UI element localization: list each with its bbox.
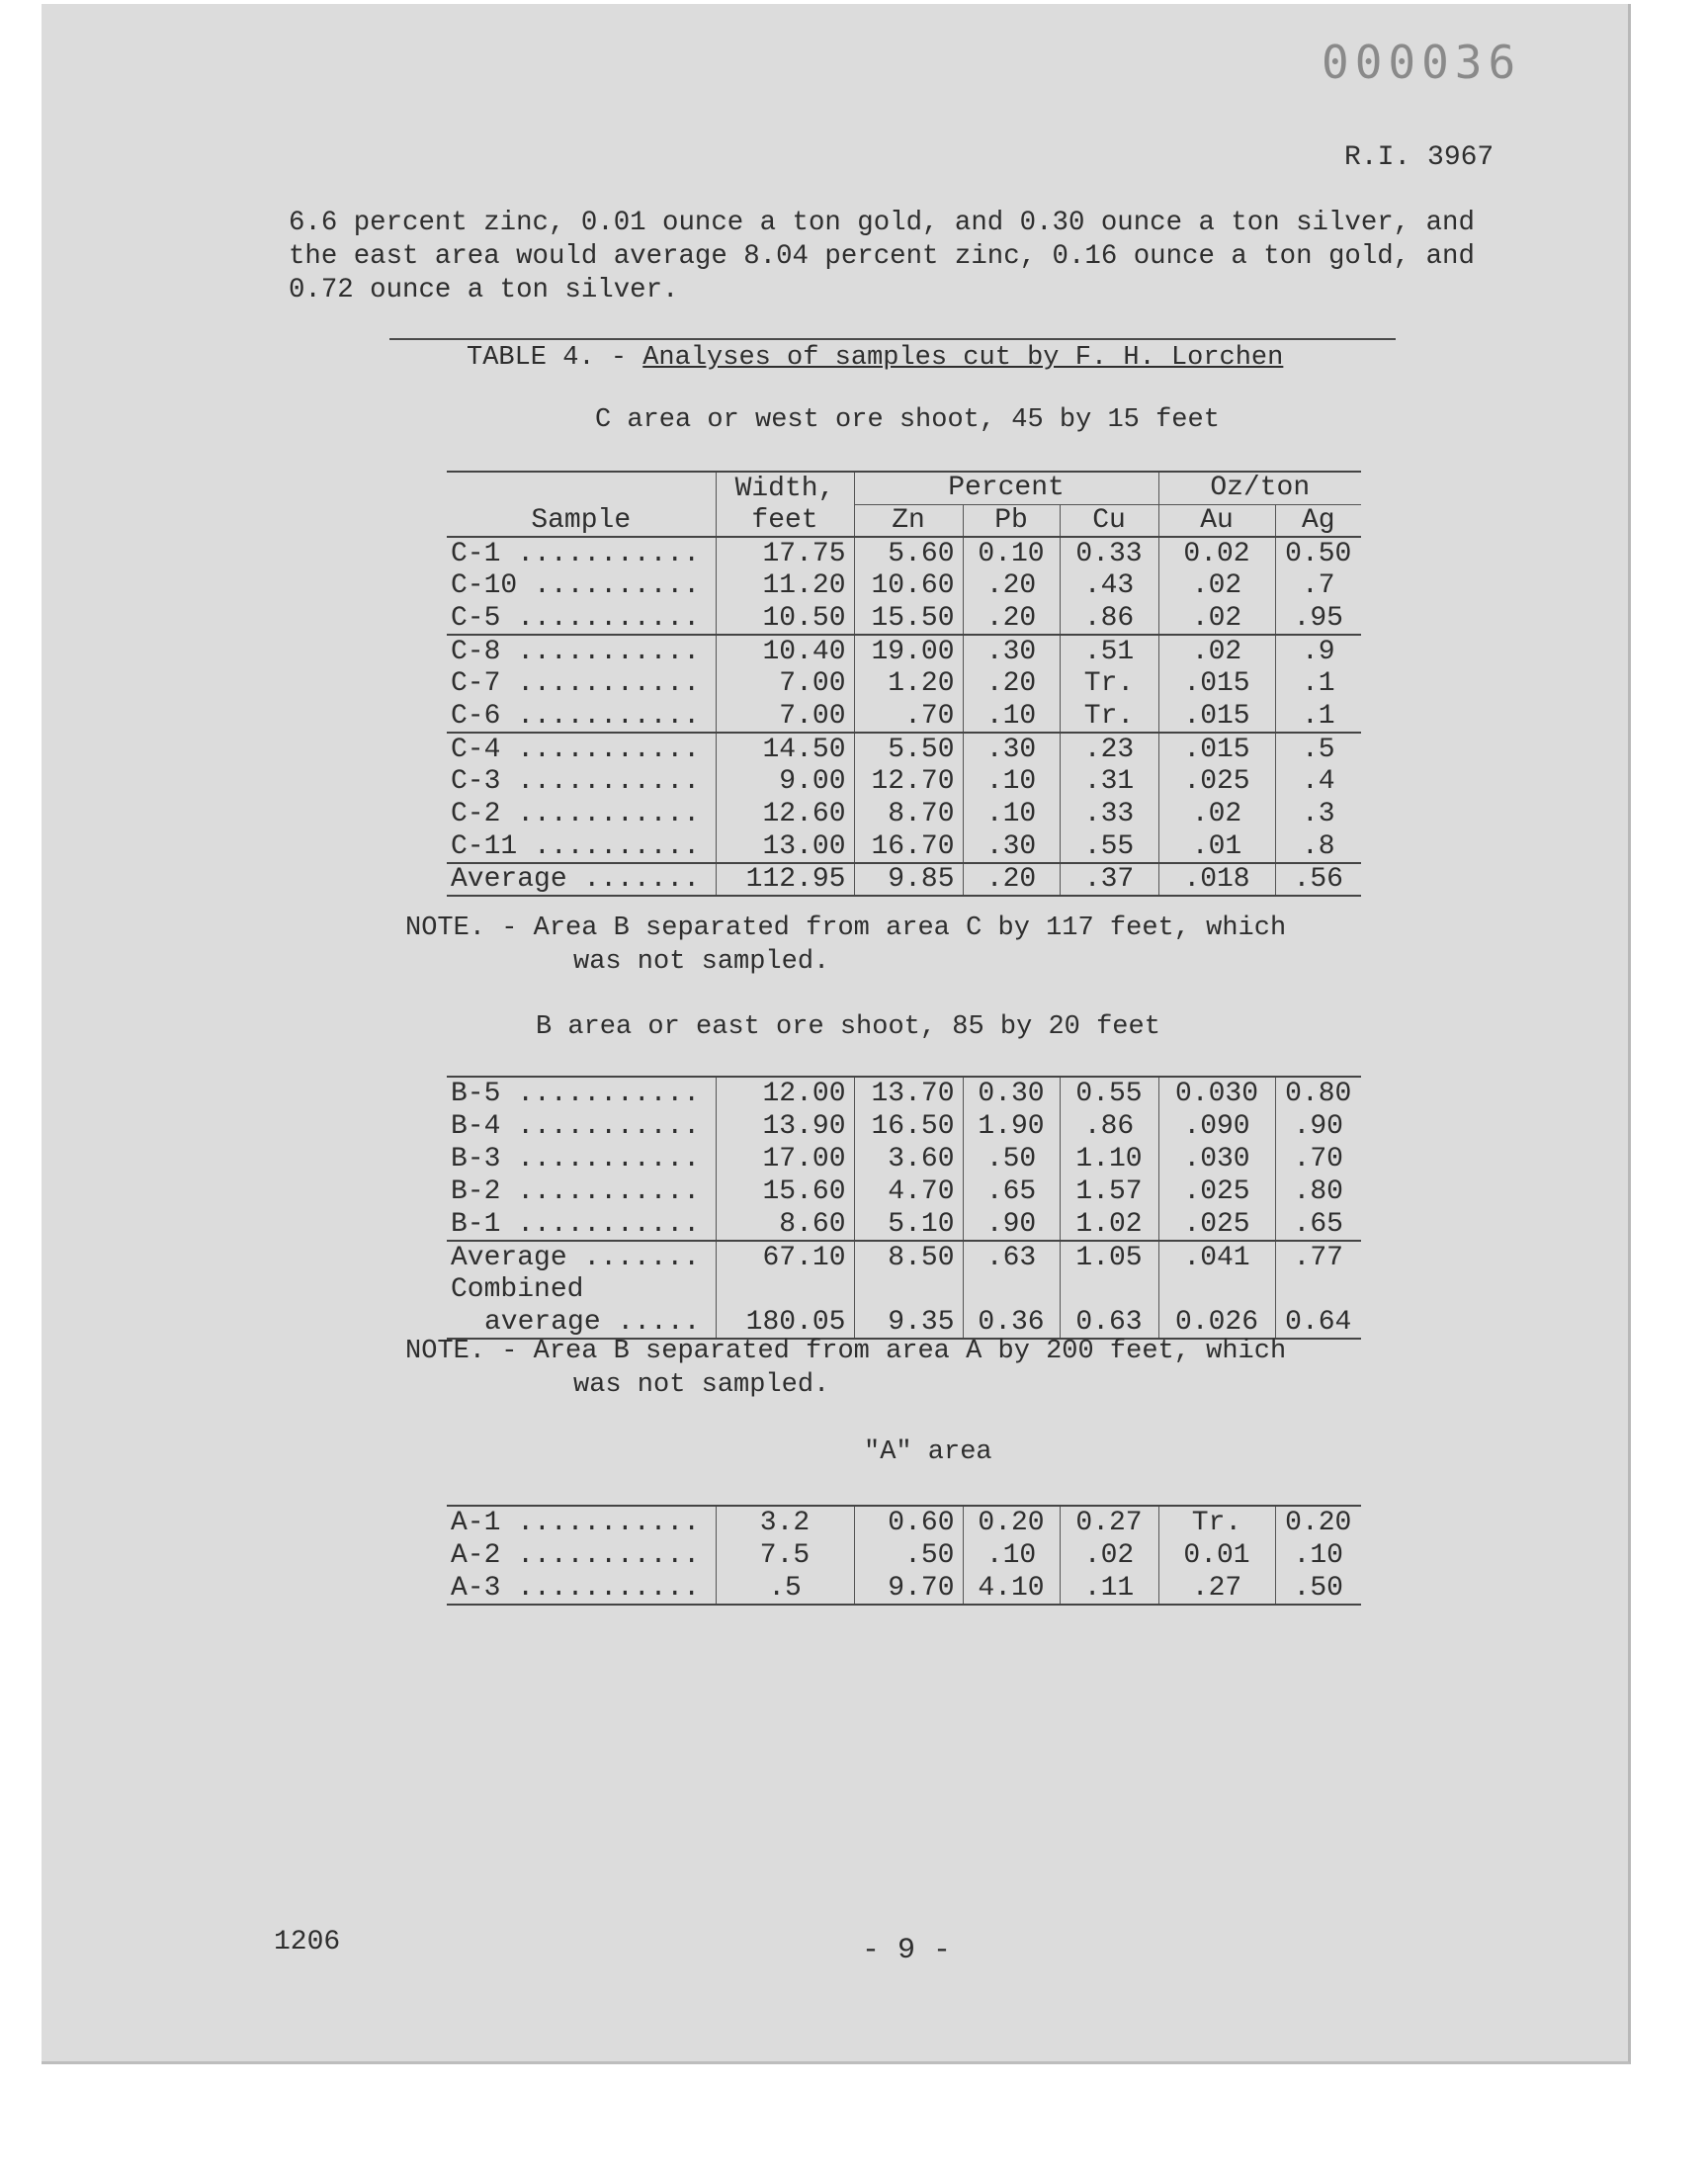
width-cell: 7.00 (716, 667, 854, 700)
sample-cell: B-4 ........... (451, 1111, 701, 1142)
intro-line: 6.6 percent zinc, 0.01 ounce a ton gold, and 0.30 ounce a ton silver, and (289, 208, 1475, 238)
table-row (447, 830, 1361, 863)
table-row (447, 765, 1361, 798)
table-title (467, 343, 1283, 373)
average-row (447, 863, 1361, 896)
header-row-2 (447, 504, 1361, 537)
au-cell: .030 (1158, 1143, 1275, 1175)
width-cell: 10.40 (716, 635, 854, 667)
report-number: R.I. 3967 (1344, 142, 1494, 173)
footer-code: 1206 (274, 1927, 341, 1958)
au-cell: 0.026 (1158, 1306, 1275, 1339)
pb-cell: 4.10 (963, 1572, 1060, 1605)
cu-cell: 0.27 (1060, 1507, 1158, 1539)
pb-cell: .10 (963, 700, 1060, 733)
combined-label-row (447, 1273, 1361, 1306)
ozton-header: Oz/ton (1158, 472, 1361, 504)
au-cell: .025 (1158, 1175, 1275, 1208)
table-row (447, 635, 1361, 667)
au-cell: 0.030 (1158, 1078, 1275, 1110)
section-a-table (447, 1505, 1361, 1606)
zn-cell: 9.35 (854, 1306, 963, 1339)
au-header: Au (1158, 504, 1275, 537)
pb-cell: 0.20 (963, 1507, 1060, 1539)
cu-cell: .02 (1060, 1539, 1158, 1572)
width-cell: 7.5 (716, 1539, 854, 1572)
pb-cell: .90 (963, 1208, 1060, 1241)
width-cell: 14.50 (716, 733, 854, 765)
cu-header: Cu (1060, 504, 1158, 537)
au-cell: .01 (1158, 830, 1275, 863)
pb-cell: .30 (963, 830, 1060, 863)
zn-cell: 0.60 (854, 1507, 963, 1539)
pb-cell: .20 (963, 569, 1060, 602)
ag-header: Ag (1275, 504, 1361, 537)
cu-cell: .23 (1060, 733, 1158, 765)
ag-cell: .9 (1275, 635, 1361, 667)
width-cell: 67.10 (716, 1241, 854, 1273)
section-c-note (405, 912, 1286, 979)
table-row (447, 1572, 1361, 1605)
table-row (447, 733, 1361, 765)
ag-cell: .50 (1275, 1572, 1361, 1605)
width-cell: 15.60 (716, 1175, 854, 1208)
pb-cell: 0.36 (963, 1306, 1060, 1339)
cu-cell: 1.57 (1060, 1175, 1158, 1208)
section-c-title: C area or west ore shoot, 45 by 15 feet (595, 405, 1220, 435)
table-row (447, 1143, 1361, 1175)
sample-cell: A-2 ........... (451, 1540, 701, 1571)
ag-cell: .70 (1275, 1143, 1361, 1175)
width-cell: 12.60 (716, 798, 854, 830)
width-header: Width, (716, 472, 854, 504)
au-cell: .27 (1158, 1572, 1275, 1605)
ag-cell: 0.64 (1275, 1306, 1361, 1339)
section-c-table (447, 471, 1361, 897)
zn-cell: 5.60 (854, 537, 963, 569)
width-cell: 9.00 (716, 765, 854, 798)
table-row (447, 667, 1361, 700)
cu-cell: .11 (1060, 1572, 1158, 1605)
sample-cell: A-1 ........... (451, 1508, 701, 1538)
width-cell: 13.00 (716, 830, 854, 863)
au-cell: .025 (1158, 765, 1275, 798)
ag-cell: .7 (1275, 569, 1361, 602)
sample-cell: average ..... (484, 1306, 701, 1338)
zn-cell: 5.10 (854, 1208, 963, 1241)
zn-cell: 4.70 (854, 1175, 963, 1208)
width-cell: 12.00 (716, 1078, 854, 1110)
table-row (447, 1208, 1361, 1241)
au-cell: .025 (1158, 1208, 1275, 1241)
cu-cell: 1.05 (1060, 1241, 1158, 1273)
ag-cell: .4 (1275, 765, 1361, 798)
cu-cell: .37 (1060, 863, 1158, 896)
pb-cell: .10 (963, 765, 1060, 798)
intro-paragraph (289, 207, 1475, 307)
sample-cell: C-1 ........... (451, 538, 701, 569)
cu-cell: .55 (1060, 830, 1158, 863)
zn-cell: 12.70 (854, 765, 963, 798)
pb-cell: .63 (963, 1241, 1060, 1273)
table-row (447, 537, 1361, 569)
sample-cell: C-11 .......... (451, 830, 701, 862)
ag-cell: .3 (1275, 798, 1361, 830)
ag-cell: .1 (1275, 700, 1361, 733)
width-cell: 13.90 (716, 1110, 854, 1143)
ag-cell: 0.50 (1275, 537, 1361, 569)
ag-cell: .95 (1275, 602, 1361, 635)
note-line: was not sampled. (573, 947, 830, 977)
cu-cell: .86 (1060, 602, 1158, 635)
zn-cell: 8.70 (854, 798, 963, 830)
zn-cell: 19.00 (854, 635, 963, 667)
pb-cell: 1.90 (963, 1110, 1060, 1143)
width-cell: .5 (716, 1572, 854, 1605)
zn-cell: 10.60 (854, 569, 963, 602)
sample-cell: C-3 ........... (451, 766, 701, 797)
pb-cell: .30 (963, 635, 1060, 667)
table-row (447, 1507, 1361, 1539)
au-cell: .02 (1158, 798, 1275, 830)
au-cell: Tr. (1158, 1507, 1275, 1539)
page-number: - 9 - (862, 1934, 952, 1967)
pb-cell: .30 (963, 733, 1060, 765)
pb-cell: .20 (963, 602, 1060, 635)
page-stamp-number: 000036 (1322, 36, 1522, 89)
table-label: TABLE 4. - (467, 343, 628, 373)
cu-cell: 1.02 (1060, 1208, 1158, 1241)
note-line: NOTE. - Area B separated from area C by 117 feet, which (405, 914, 1287, 943)
cu-cell: .43 (1060, 569, 1158, 602)
ag-cell: .1 (1275, 667, 1361, 700)
ag-cell: .65 (1275, 1208, 1361, 1241)
width-cell: 7.00 (716, 700, 854, 733)
au-cell: 0.02 (1158, 537, 1275, 569)
zn-cell: 8.50 (854, 1241, 963, 1273)
zn-cell: 15.50 (854, 602, 963, 635)
sample-cell: B-5 ........... (451, 1079, 701, 1109)
zn-cell: 16.70 (854, 830, 963, 863)
pb-cell: .20 (963, 863, 1060, 896)
sample-cell: A-3 ........... (451, 1572, 701, 1604)
sample-cell: C-4 ........... (451, 734, 701, 765)
section-b-title: B area or east ore shoot, 85 by 20 feet (536, 1012, 1160, 1042)
cu-cell: .33 (1060, 798, 1158, 830)
width-cell: 180.05 (716, 1306, 854, 1339)
au-cell: .02 (1158, 569, 1275, 602)
zn-cell: 13.70 (854, 1078, 963, 1110)
sample-cell: C-5 ........... (451, 602, 701, 634)
zn-cell: 3.60 (854, 1143, 963, 1175)
sample-cell: B-1 ........... (451, 1208, 701, 1240)
ag-cell: .8 (1275, 830, 1361, 863)
table-row (447, 569, 1361, 602)
au-cell: .041 (1158, 1241, 1275, 1273)
table-top-rule (389, 338, 1396, 340)
width-cell: 17.75 (716, 537, 854, 569)
sample-cell: B-2 ........... (451, 1176, 701, 1207)
au-cell: .090 (1158, 1110, 1275, 1143)
cu-cell: Tr. (1060, 700, 1158, 733)
sample-cell: Average ....... (451, 1242, 701, 1273)
section-c-rows (447, 537, 1361, 896)
document-page (42, 4, 1631, 2064)
cu-cell: Tr. (1060, 667, 1158, 700)
zn-cell: .50 (854, 1539, 963, 1572)
sample-cell: Average ....... (451, 864, 701, 895)
intro-line: the east area would average 8.04 percent zinc, 0.16 ounce a ton gold, and (289, 241, 1475, 272)
au-cell: .015 (1158, 700, 1275, 733)
note-line: was not sampled. (573, 1370, 830, 1400)
width-cell: 11.20 (716, 569, 854, 602)
pb-header: Pb (963, 504, 1060, 537)
table-row (447, 700, 1361, 733)
cu-cell: .86 (1060, 1110, 1158, 1143)
zn-cell: 1.20 (854, 667, 963, 700)
pb-cell: .50 (963, 1143, 1060, 1175)
zn-header: Zn (854, 504, 963, 537)
sample-cell: C-8 ........... (451, 636, 701, 667)
au-cell: .015 (1158, 667, 1275, 700)
cu-cell: 0.33 (1060, 537, 1158, 569)
zn-cell: 16.50 (854, 1110, 963, 1143)
zn-cell: 9.70 (854, 1572, 963, 1605)
table-row (447, 602, 1361, 635)
pb-cell: 0.10 (963, 537, 1060, 569)
table-row (447, 1539, 1361, 1572)
pb-cell: .10 (963, 798, 1060, 830)
header-row-1 (447, 472, 1361, 504)
ag-cell: .77 (1275, 1241, 1361, 1273)
ag-cell: 0.80 (1275, 1078, 1361, 1110)
sample-cell: C-7 ........... (451, 668, 701, 699)
width-cell: 10.50 (716, 602, 854, 635)
au-cell: .02 (1158, 635, 1275, 667)
cu-cell: .51 (1060, 635, 1158, 667)
table-row (447, 1110, 1361, 1143)
au-cell: 0.01 (1158, 1539, 1275, 1572)
cu-cell: .31 (1060, 765, 1158, 798)
section-a-title: "A" area (864, 1437, 992, 1467)
au-cell: .015 (1158, 733, 1275, 765)
table-row (447, 1078, 1361, 1110)
ag-cell: .56 (1275, 863, 1361, 896)
section-b-note (405, 1335, 1286, 1402)
pb-cell: .65 (963, 1175, 1060, 1208)
zn-cell: 9.85 (854, 863, 963, 896)
pb-cell: .10 (963, 1539, 1060, 1572)
pb-cell: .20 (963, 667, 1060, 700)
average-row (447, 1241, 1361, 1273)
zn-cell: 5.50 (854, 733, 963, 765)
zn-cell: .70 (854, 700, 963, 733)
cu-cell: 0.55 (1060, 1078, 1158, 1110)
table-caption: Analyses of samples cut by F. H. Lorchen (642, 343, 1284, 373)
intro-line: 0.72 ounce a ton silver. (289, 275, 679, 305)
pb-cell: 0.30 (963, 1078, 1060, 1110)
sample-header: Sample (531, 504, 632, 536)
table-row (447, 1175, 1361, 1208)
ag-cell: .5 (1275, 733, 1361, 765)
ag-cell: 0.20 (1275, 1507, 1361, 1539)
ag-cell: .90 (1275, 1110, 1361, 1143)
percent-header: Percent (854, 472, 1158, 504)
cu-cell: 0.63 (1060, 1306, 1158, 1339)
au-cell: .018 (1158, 863, 1275, 896)
width-cell: 8.60 (716, 1208, 854, 1241)
sample-cell: B-3 ........... (451, 1144, 701, 1174)
sample-cell: C-6 ........... (451, 700, 701, 732)
sample-cell: C-2 ........... (451, 799, 701, 829)
width-unit-header: feet (716, 504, 854, 537)
table-row (447, 798, 1361, 830)
ag-cell: .10 (1275, 1539, 1361, 1572)
note-line: NOTE. - Area B separated from area A by 200 feet, which (405, 1337, 1287, 1366)
width-cell: 17.00 (716, 1143, 854, 1175)
width-cell: 3.2 (716, 1507, 854, 1539)
width-cell: 112.95 (716, 863, 854, 896)
section-b-table (447, 1076, 1361, 1340)
sample-cell: Combined (451, 1274, 584, 1305)
au-cell: .02 (1158, 602, 1275, 635)
cu-cell: 1.10 (1060, 1143, 1158, 1175)
ag-cell: .80 (1275, 1175, 1361, 1208)
sample-cell: C-10 .......... (451, 570, 701, 601)
